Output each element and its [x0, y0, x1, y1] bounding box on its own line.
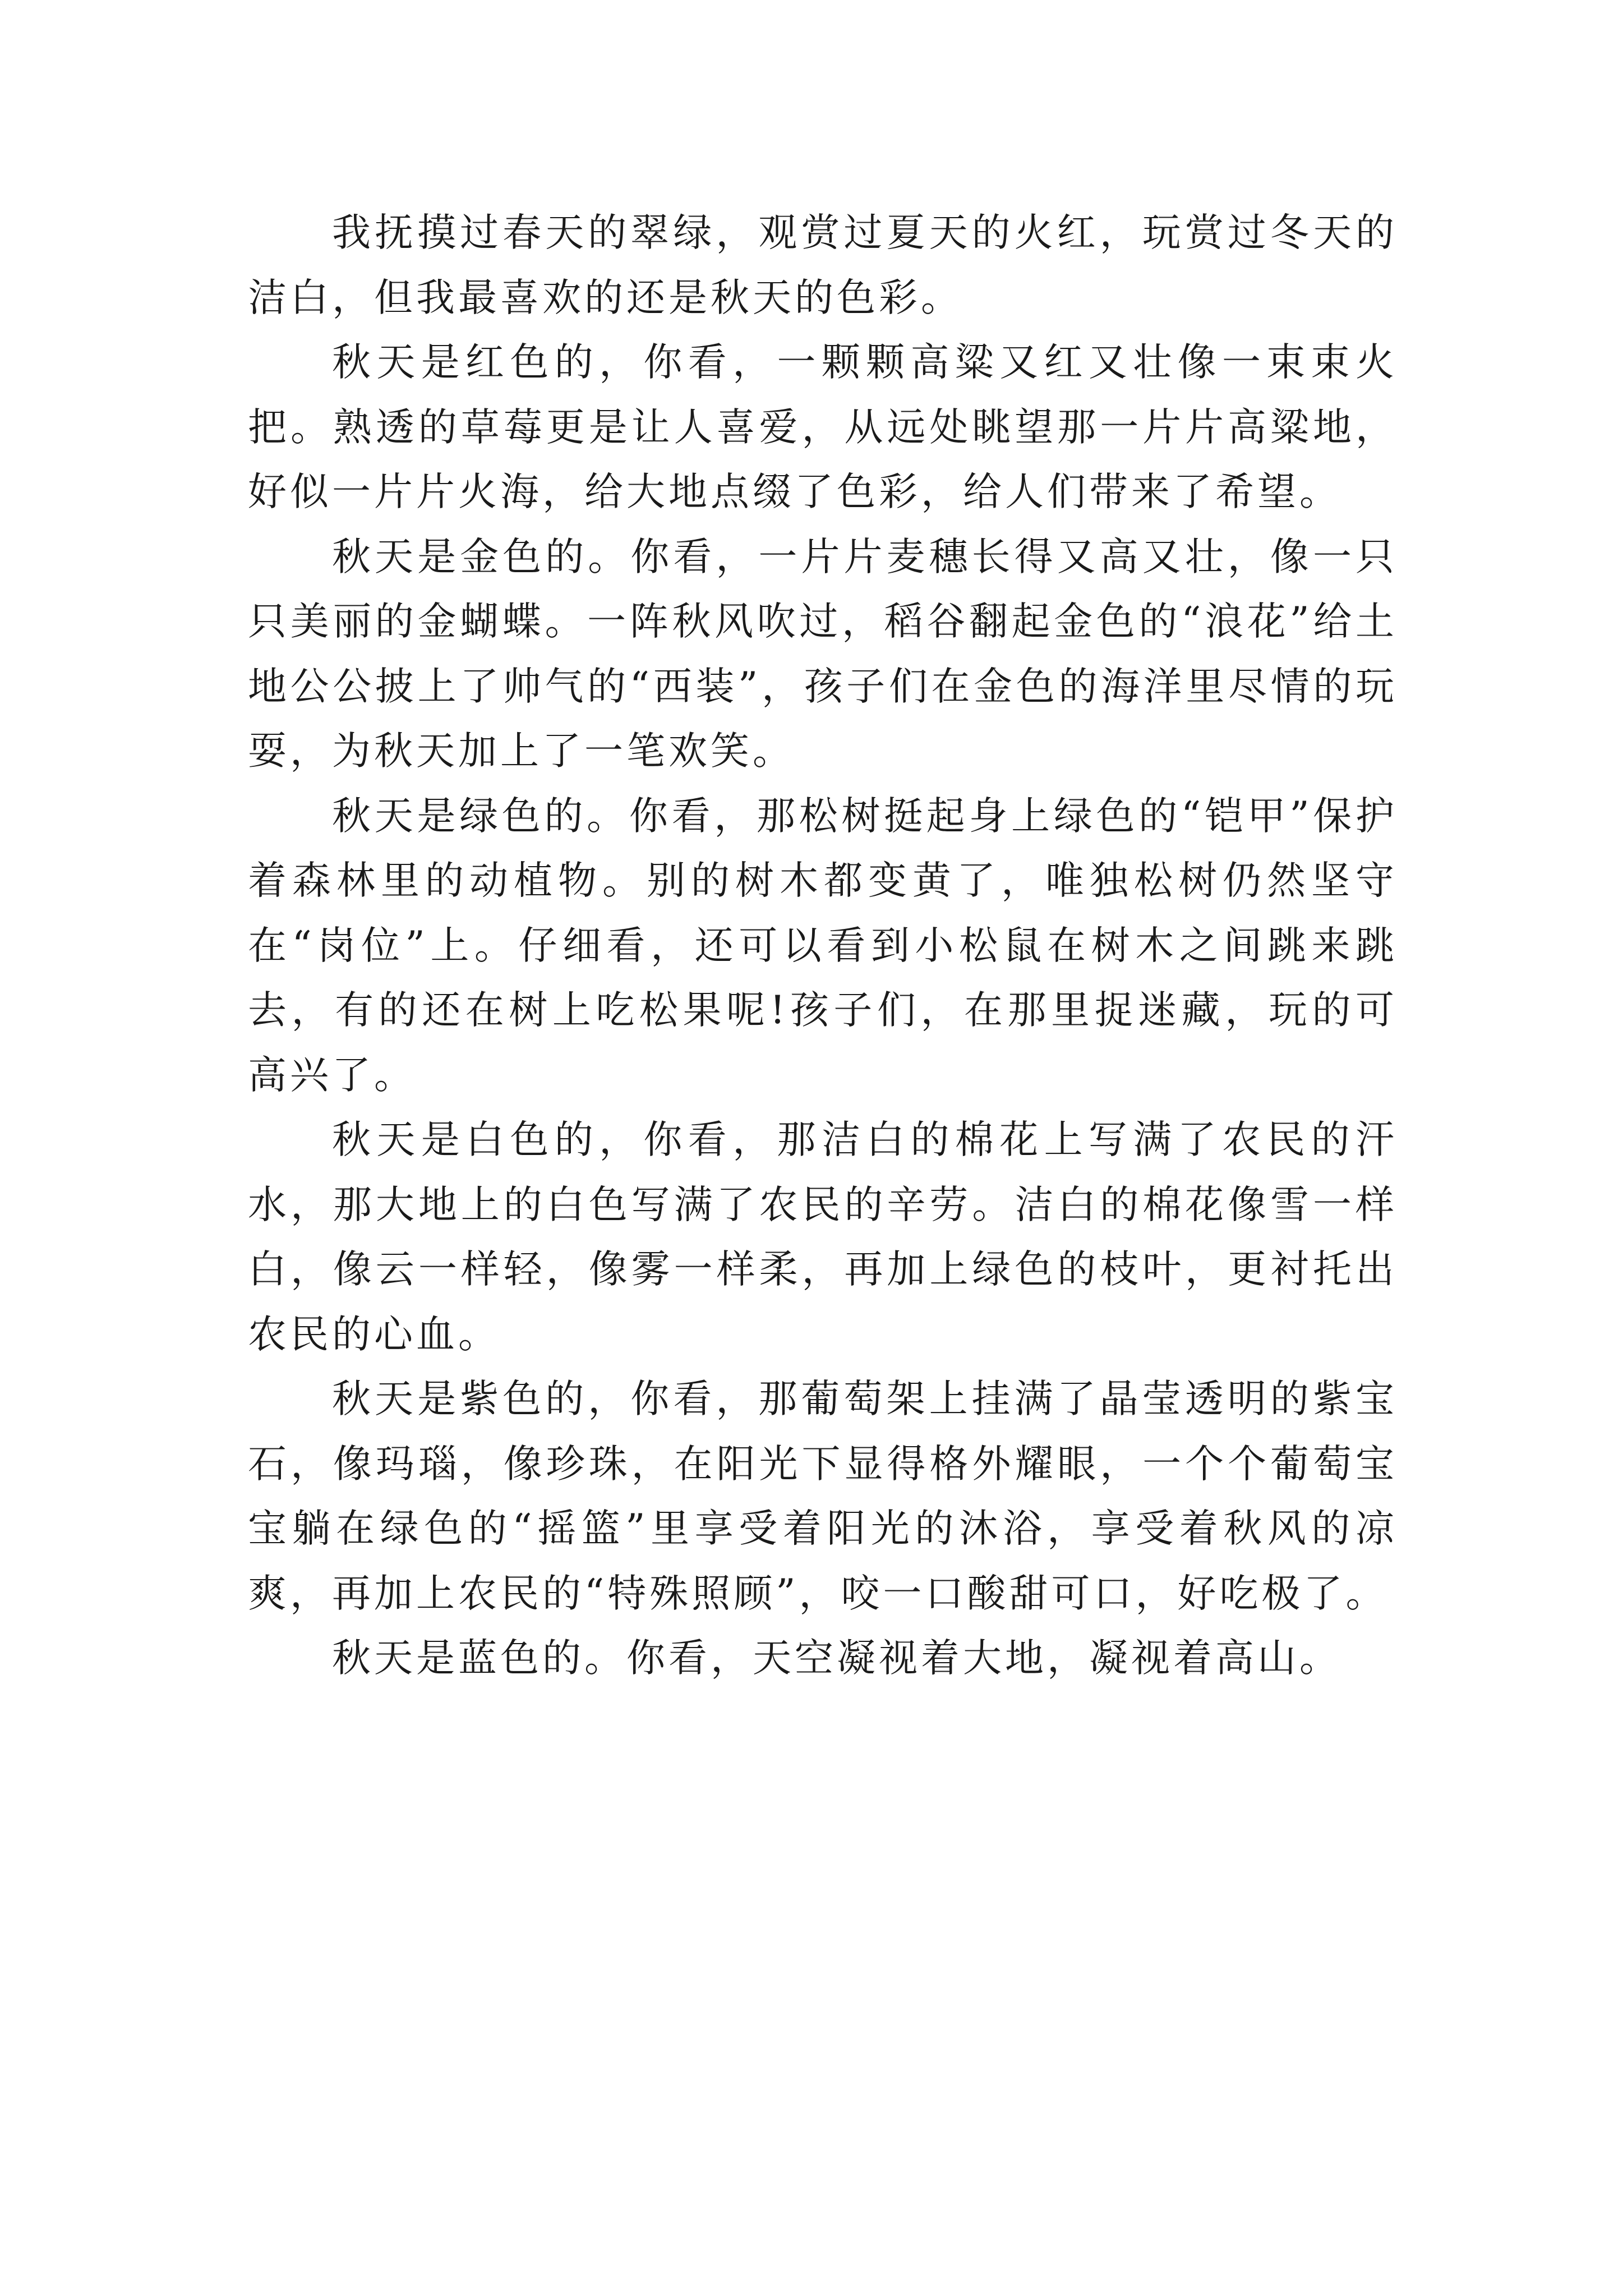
paragraph-green: 秋天是绿色的。你看，那松树挺起身上绿色的“铠甲”保护着森林里的动植物。别的树木都变黄了，唯独松树仍然坚守在“岗位”上。仔细看，还可以看到小松鼠在树木之间跳来跳去，有的还在树上吃松果呢!孩子们，在那里捉迷藏，玩的可高兴了。 [248, 793, 1398, 1098]
paragraph-white: 秋天是白色的，你看，那洁白的棉花上写满了农民的汗水，那大地上的白色写满了农民的辛劳。洁白的棉花像雪一样白，像云一样轻，像雾一样柔，再加上绿色的枝叶，更衬托出农民的心血。 [248, 1117, 1398, 1357]
essay-body [248, 201, 1398, 1691]
paragraph-gold: 秋天是金色的。你看，一片片麦穗长得又高又壮，像一只只美丽的金蝴蝶。一阵秋风吹过，稻谷翻起金色的“浪花”给土地公公披上了帅气的“西装”，孩子们在金色的海洋里尽情的玩耍，为秋天加上了一笔欢笑。 [248, 534, 1398, 774]
paragraph-intro: 我抚摸过春天的翠绿，观赏过夏天的火红，玩赏过冬天的洁白，但我最喜欢的还是秋天的色彩。 [248, 210, 1398, 320]
paragraph-blue: 秋天是蓝色的。你看，天空凝视着大地，凝视着高山。 [332, 1636, 1341, 1681]
paragraph-red: 秋天是红色的，你看，一颗颗高粱又红又壮像一束束火把。熟透的草莓更是让人喜爱，从远处眺望那一片片高粱地，好似一片片火海，给大地点缀了色彩，给人们带来了希望。 [248, 340, 1398, 514]
paragraph-purple: 秋天是紫色的，你看，那葡萄架上挂满了晶莹透明的紫宝石，像玛瑙，像珍珠，在阳光下显得格外耀眼，一个个葡萄宝宝躺在绿色的“摇篮”里享受着阳光的沐浴，享受着秋风的凉爽，再加上农民的“特殊照顾”，咬一口酸甜可口，好吃极了。 [248, 1377, 1398, 1616]
